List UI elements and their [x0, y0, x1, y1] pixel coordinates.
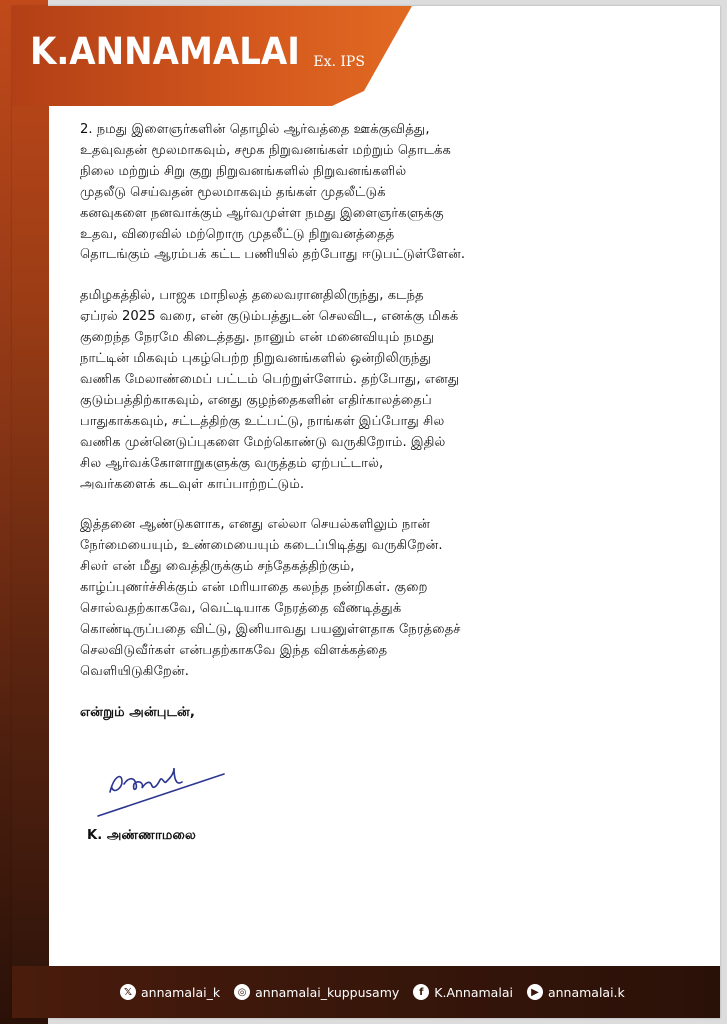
letter-body	[80, 120, 692, 724]
social-handle: annamalai_k	[141, 984, 221, 1000]
social-handle: K.Annamalai	[434, 984, 513, 1000]
social-links	[120, 984, 625, 1000]
social-link-instagram[interactable]	[234, 984, 399, 1000]
footer-bar	[12, 966, 720, 1018]
letterhead-suffix: Ex. IPS	[313, 54, 365, 70]
social-link-x[interactable]	[120, 984, 220, 1000]
paragraph-3: இத்தனை ஆண்டுகளாக, எனது எல்லா செயல்களிலும் நான் நேர்மையையும், உண்மையையும் கடைப்பிடித்து வருகிறேன். சிலர் என் மீது வைத்திருக்கும் சந்தேகத்திற்கும், காழ்ப்புணர்ச்சிக்கும் என் மரியாதை கலந்த நன்றிகள். குறை சொல்வதற்காகவே, வெட்டியாக நேரத்தை வீணடித்துக் கொண்டிருப்பதை விட்டு, இனியாவது பயனுள்ளதாக நேரத்தைச் செலவிடுவீர்கள் என்பதற்காகவே இந்த விளக்கத்தை வெளியிடுகிறேன்.	[80, 517, 461, 679]
x-logo-icon: 𝕏	[120, 984, 136, 1000]
signer-name: K. அண்ணாமலை	[87, 828, 196, 843]
letterhead-name: K.ANNAMALAI	[30, 30, 300, 73]
instagram-icon: ◎	[234, 984, 250, 1000]
paragraph-2: தமிழகத்தில், பாஜக மாநிலத் தலைவரானதிலிருந்து, கடந்த ஏப்ரல் 2025 வரை, என் குடும்பத்துடன் செலவிட, எனக்கு மிகக் குறைந்த நேரமே கிடைத்தது. நானும் என் மனைவியும் நமது நாட்டின் மிகவும் புகழ்பெற்ற நிறுவனங்களில் ஒன்றிலிருந்து வணிக மேலாண்மைப் பட்டம் பெற்றுள்ளோம். தற்போது, எனது குடும்பத்திற்காகவும், எனது குழந்தைகளின் எதிர்காலத்தைப் பாதுகாக்கவும், சட்டத்திற்கு உட்பட்டு, நாங்கள் இப்போது சில வணிக முன்னெடுப்புகளை மேற்கொண்டு வருகிறோம். இதில் சில ஆர்வக்கோளாறுகளுக்கு வருத்தம் ஏற்பட்டால், அவர்களைக் கடவுள் காப்பாற்றட்டும்.	[80, 288, 460, 492]
closing-salutation: என்றும் அன்புடன்,	[80, 704, 195, 720]
letterhead-side-band	[12, 6, 49, 1018]
social-link-facebook[interactable]	[413, 984, 513, 1000]
letterhead-logo	[30, 32, 365, 72]
social-handle: annamalai_kuppusamy	[255, 984, 400, 1000]
signature-icon	[92, 754, 242, 824]
social-link-youtube[interactable]	[527, 984, 625, 1000]
paragraph-1: 2. நமது இளைஞர்களின் தொழில் ஆர்வத்தை ஊக்குவித்து, உதவுவதன் மூலமாகவும், சமூக நிறுவனங்கள் மற்றும் தொடக்க நிலை மற்றும் சிறு குறு நிறுவனங்களில் நிறுவனங்களில் முதலீடு செய்வதன் மூலமாகவும் தங்கள் முதலீட்டுக் கனவுகளை நனவாக்கும் ஆர்வமுள்ள நமது இளைஞர்களுக்கு உதவ, விரைவில் மற்றொரு முதலீட்டு நிறுவனத்தைத் தொடங்கும் ஆரம்பக் கட்ட பணியில் தற்போது ஈடுபட்டுள்ளேன்.	[80, 122, 466, 263]
letter-page	[12, 6, 720, 1018]
social-handle: annamalai.k	[547, 984, 625, 1000]
youtube-icon: ▶	[527, 984, 543, 1000]
facebook-icon: f	[413, 984, 429, 1000]
